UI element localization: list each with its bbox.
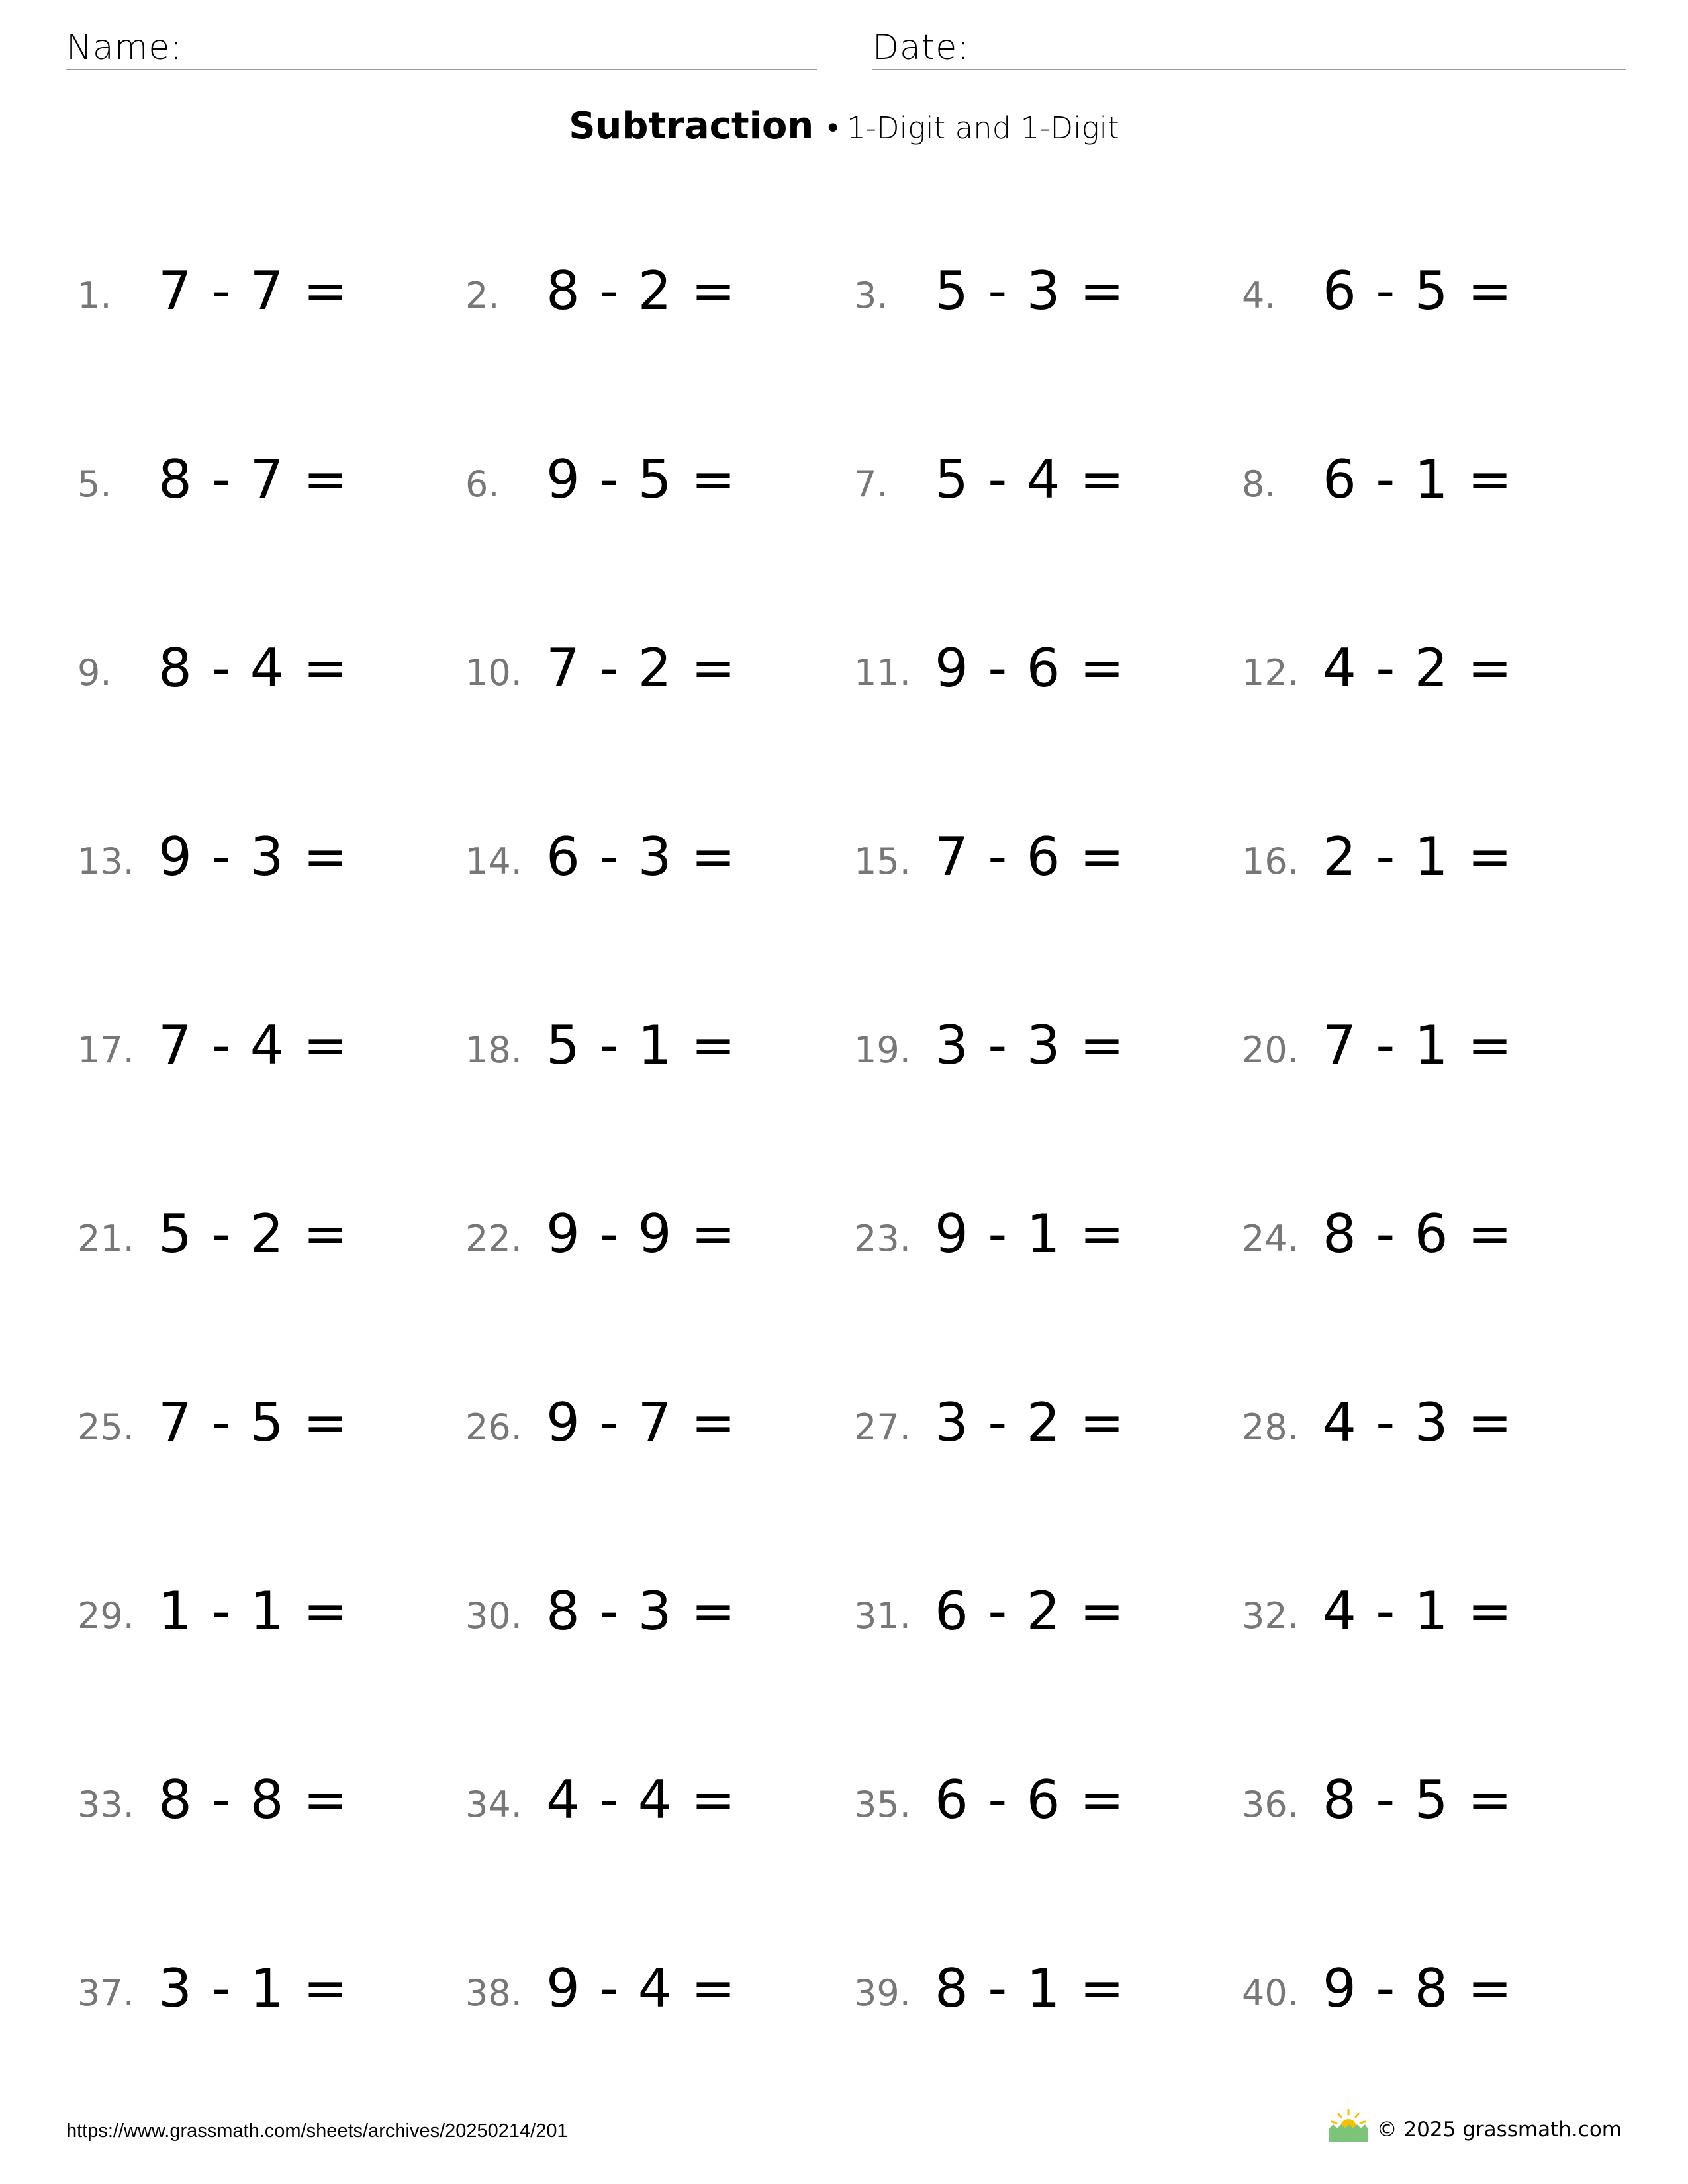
- problem-expression: 7 - 4 =: [158, 1015, 349, 1076]
- problem-expression: 8 - 4 =: [158, 637, 349, 699]
- problem-number: 28.: [1242, 1406, 1299, 1448]
- problem-expression: 9 - 4 =: [546, 1958, 737, 2019]
- problem-expression: 9 - 1 =: [935, 1203, 1125, 1265]
- problem-expression: 5 - 3 =: [935, 260, 1125, 322]
- problem-expression: 8 - 7 =: [158, 449, 349, 510]
- problem-expression: 3 - 2 =: [935, 1392, 1125, 1453]
- problem-expression: 5 - 2 =: [158, 1203, 349, 1265]
- problem-number: 2.: [465, 275, 500, 316]
- problem-number: 15.: [854, 841, 911, 882]
- problem-number: 35.: [854, 1784, 911, 1825]
- problem-expression: 9 - 5 =: [546, 449, 737, 510]
- problem-number: 8.: [1242, 463, 1276, 505]
- problem-number: 6.: [465, 463, 500, 505]
- problem-number: 9.: [77, 652, 112, 694]
- problem-expression: 7 - 1 =: [1323, 1015, 1513, 1076]
- problem-expression: 7 - 5 =: [158, 1392, 349, 1453]
- problem-number: 38.: [465, 1972, 522, 2014]
- problem-expression: 6 - 5 =: [1323, 260, 1513, 322]
- problem-expression: 1 - 1 =: [158, 1580, 349, 1642]
- date-label: Date:: [872, 28, 970, 68]
- problem-number: 11.: [854, 652, 911, 694]
- footer-copyright: © 2025 grassmath.com: [1376, 2118, 1622, 2142]
- problem-expression: 5 - 1 =: [546, 1015, 737, 1076]
- problem-number: 1.: [77, 275, 112, 316]
- name-field[interactable]: [66, 24, 817, 70]
- problem-number: 36.: [1242, 1784, 1299, 1825]
- problem-expression: 8 - 3 =: [546, 1580, 737, 1642]
- problem-number: 33.: [77, 1784, 134, 1825]
- title-subtitle: 1-Digit and 1-Digit: [847, 111, 1119, 146]
- problem-number: 13.: [77, 841, 134, 882]
- worksheet-title: [0, 105, 1688, 148]
- problem-number: 22.: [465, 1218, 522, 1259]
- problem-number: 19.: [854, 1029, 911, 1071]
- problem-expression: 8 - 5 =: [1323, 1769, 1513, 1831]
- problem-number: 23.: [854, 1218, 911, 1259]
- problem-number: 24.: [1242, 1218, 1299, 1259]
- grass-sun-logo-icon: [1327, 2109, 1370, 2143]
- title-main: Subtraction: [569, 105, 814, 148]
- problem-expression: 9 - 6 =: [935, 637, 1125, 699]
- problem-expression: 7 - 7 =: [158, 260, 349, 322]
- problem-number: 27.: [854, 1406, 911, 1448]
- problem-number: 29.: [77, 1595, 134, 1637]
- problem-number: 39.: [854, 1972, 911, 2014]
- problem-expression: 7 - 6 =: [935, 826, 1125, 887]
- problem-expression: 8 - 1 =: [935, 1958, 1125, 2019]
- problem-number: 34.: [465, 1784, 522, 1825]
- problem-expression: 4 - 4 =: [546, 1769, 737, 1831]
- problem-expression: 8 - 8 =: [158, 1769, 349, 1831]
- problem-expression: 7 - 2 =: [546, 637, 737, 699]
- problem-expression: 4 - 1 =: [1323, 1580, 1513, 1642]
- problem-number: 3.: [854, 275, 888, 316]
- problem-expression: 5 - 4 =: [935, 449, 1125, 510]
- problem-number: 30.: [465, 1595, 522, 1637]
- problem-number: 16.: [1242, 841, 1299, 882]
- problem-number: 4.: [1242, 275, 1276, 316]
- problem-number: 32.: [1242, 1595, 1299, 1637]
- problem-expression: 3 - 1 =: [158, 1958, 349, 2019]
- problem-number: 5.: [77, 463, 112, 505]
- title-bullet: •: [824, 112, 842, 146]
- problem-expression: 9 - 9 =: [546, 1203, 737, 1265]
- problem-expression: 6 - 1 =: [1323, 449, 1513, 510]
- problem-number: 37.: [77, 1972, 134, 2014]
- problem-number: 12.: [1242, 652, 1299, 694]
- problem-expression: 4 - 3 =: [1323, 1392, 1513, 1453]
- problem-expression: 9 - 3 =: [158, 826, 349, 887]
- problem-expression: 8 - 2 =: [546, 260, 737, 322]
- problem-number: 26.: [465, 1406, 522, 1448]
- problem-number: 18.: [465, 1029, 522, 1071]
- date-field[interactable]: [872, 24, 1626, 70]
- problem-expression: 4 - 2 =: [1323, 637, 1513, 699]
- problem-number: 25.: [77, 1406, 134, 1448]
- problem-expression: 6 - 3 =: [546, 826, 737, 887]
- problem-number: 40.: [1242, 1972, 1299, 2014]
- problem-number: 14.: [465, 841, 522, 882]
- name-label: Name:: [66, 28, 183, 68]
- problem-number: 17.: [77, 1029, 134, 1071]
- problem-expression: 9 - 8 =: [1323, 1958, 1513, 2019]
- problem-number: 21.: [77, 1218, 134, 1259]
- problem-number: 20.: [1242, 1029, 1299, 1071]
- problem-number: 7.: [854, 463, 888, 505]
- problem-expression: 6 - 2 =: [935, 1580, 1125, 1642]
- problem-expression: 6 - 6 =: [935, 1769, 1125, 1831]
- problem-number: 31.: [854, 1595, 911, 1637]
- problem-expression: 3 - 3 =: [935, 1015, 1125, 1076]
- problem-expression: 9 - 7 =: [546, 1392, 737, 1453]
- problem-expression: 8 - 6 =: [1323, 1203, 1513, 1265]
- footer-url[interactable]: https://www.grassmath.com/sheets/archives/20250214/201: [66, 2120, 568, 2142]
- problem-number: 10.: [465, 652, 522, 694]
- problem-expression: 2 - 1 =: [1323, 826, 1513, 887]
